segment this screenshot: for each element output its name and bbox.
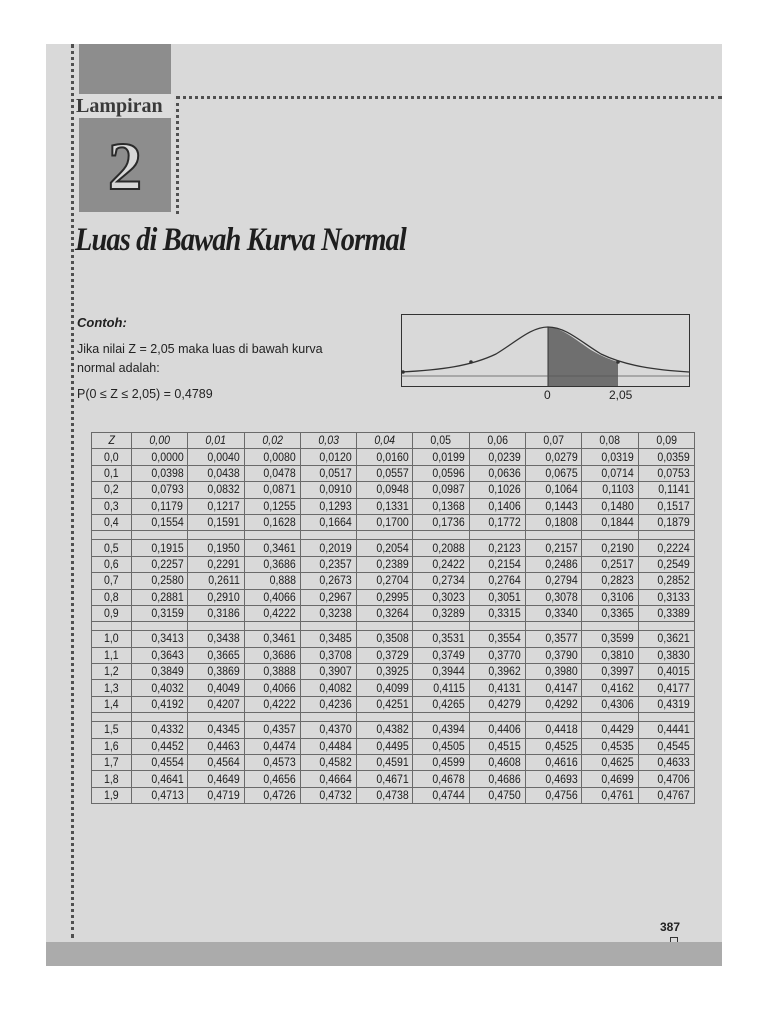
z-value-cell: 0,8 — [92, 589, 132, 605]
probability-cell: 0,4535 — [582, 738, 638, 754]
probability-cell: 0,4678 — [413, 771, 469, 787]
z-value-cell: 1,0 — [92, 631, 132, 647]
z-value-cell: 0,0 — [92, 449, 132, 465]
probability-cell: 0,0040 — [188, 449, 244, 465]
probability-cell: 0,2486 — [526, 556, 582, 572]
probability-cell: 0,1950 — [188, 540, 244, 556]
dotted-box-edge — [176, 96, 179, 214]
probability-cell: 0,2995 — [357, 589, 413, 605]
probability-cell: 0,4306 — [582, 696, 638, 712]
probability-cell: 0,3997 — [582, 664, 638, 680]
probability-cell: 0,4625 — [582, 755, 638, 771]
table-row — [92, 482, 695, 498]
z-value-cell: 1,3 — [92, 680, 132, 696]
curve-label-205: 2,05 — [609, 388, 633, 402]
column-header: 0,07 — [526, 433, 582, 449]
probability-cell: 0,3907 — [300, 664, 356, 680]
probability-cell: 0,1103 — [582, 482, 638, 498]
probability-cell: 0,0319 — [582, 449, 638, 465]
probability-cell: 0,0948 — [357, 482, 413, 498]
book-page — [46, 44, 722, 966]
probability-cell: 0,2054 — [357, 540, 413, 556]
probability-cell: 0,1331 — [357, 498, 413, 514]
probability-cell: 0,4719 — [188, 787, 244, 803]
probability-cell: 0,3830 — [638, 647, 694, 663]
probability-cell: 0,4756 — [526, 787, 582, 803]
probability-cell: 0,3888 — [244, 664, 300, 680]
probability-cell: 0,3686 — [244, 556, 300, 572]
probability-cell: 0,1406 — [469, 498, 525, 514]
normal-curve — [401, 327, 689, 372]
bottom-bar — [46, 942, 722, 966]
probability-cell: 0,1879 — [638, 514, 694, 530]
curve-point-right — [616, 360, 620, 364]
probability-cell: 0,3729 — [357, 647, 413, 663]
probability-cell: 0,1772 — [469, 514, 525, 530]
probability-cell: 0,4099 — [357, 680, 413, 696]
probability-cell: 0,1700 — [357, 514, 413, 530]
z-value-cell: 1,7 — [92, 755, 132, 771]
table-row — [92, 680, 695, 696]
z-value-cell: 0,5 — [92, 540, 132, 556]
table-row — [92, 647, 695, 663]
probability-cell: 0,4207 — [188, 696, 244, 712]
probability-cell: 0,2734 — [413, 573, 469, 589]
probability-cell: 0,2257 — [132, 556, 188, 572]
probability-cell: 0,4049 — [188, 680, 244, 696]
z-table — [91, 432, 695, 804]
table-row — [92, 589, 695, 605]
probability-cell: 0,4279 — [469, 696, 525, 712]
probability-cell: 0,4131 — [469, 680, 525, 696]
probability-cell: 0,3264 — [357, 605, 413, 621]
probability-cell: 0,3643 — [132, 647, 188, 663]
probability-cell: 0,4767 — [638, 787, 694, 803]
probability-cell: 0,1480 — [582, 498, 638, 514]
table-row — [92, 631, 695, 647]
probability-cell: 0,0120 — [300, 449, 356, 465]
column-header: 0,08 — [582, 433, 638, 449]
probability-cell: 0,3238 — [300, 605, 356, 621]
probability-cell: 0,4699 — [582, 771, 638, 787]
probability-cell: 0,3106 — [582, 589, 638, 605]
probability-cell: 0,3869 — [188, 664, 244, 680]
probability-cell: 0,4463 — [188, 738, 244, 754]
z-value-cell: 1,4 — [92, 696, 132, 712]
z-value-cell: 0,7 — [92, 573, 132, 589]
probability-cell: 0,2852 — [638, 573, 694, 589]
column-header: 0,01 — [188, 433, 244, 449]
probability-cell: 0,2019 — [300, 540, 356, 556]
probability-cell: 0,4750 — [469, 787, 525, 803]
probability-cell: 0,4236 — [300, 696, 356, 712]
probability-cell: 0,3531 — [413, 631, 469, 647]
probability-cell: 0,3621 — [638, 631, 694, 647]
probability-cell: 0,0160 — [357, 449, 413, 465]
probability-cell: 0,4474 — [244, 738, 300, 754]
probability-cell: 0,3023 — [413, 589, 469, 605]
probability-cell: 0,4573 — [244, 755, 300, 771]
z-value-cell: 0,9 — [92, 605, 132, 621]
probability-cell: 0,3925 — [357, 664, 413, 680]
probability-cell: 0,4177 — [638, 680, 694, 696]
probability-cell: 0,4693 — [526, 771, 582, 787]
probability-cell: 0,4406 — [469, 722, 525, 738]
table-row — [92, 722, 695, 738]
z-value-cell: 1,9 — [92, 787, 132, 803]
probability-cell: 0,4582 — [300, 755, 356, 771]
probability-cell: 0,1179 — [132, 498, 188, 514]
probability-cell: 0,4452 — [132, 738, 188, 754]
probability-cell: 0,0398 — [132, 465, 188, 481]
probability-cell: 0,3485 — [300, 631, 356, 647]
probability-cell: 0,4633 — [638, 755, 694, 771]
probability-cell: 0,2157 — [526, 540, 582, 556]
probability-cell: 0,1141 — [638, 482, 694, 498]
probability-cell: 0,1217 — [188, 498, 244, 514]
probability-cell: 0,2154 — [469, 556, 525, 572]
probability-cell: 0,3078 — [526, 589, 582, 605]
probability-cell: 0,4015 — [638, 664, 694, 680]
probability-cell: 0,2967 — [300, 589, 356, 605]
column-header: 0,02 — [244, 433, 300, 449]
probability-cell: 0,3749 — [413, 647, 469, 663]
probability-cell: 0,1293 — [300, 498, 356, 514]
probability-cell: 0,4761 — [582, 787, 638, 803]
probability-cell: 0,2224 — [638, 540, 694, 556]
probability-cell: 0,3810 — [582, 647, 638, 663]
probability-cell: 0,4525 — [526, 738, 582, 754]
probability-cell: 0,0910 — [300, 482, 356, 498]
probability-cell: 0,1255 — [244, 498, 300, 514]
probability-cell: 0,0517 — [300, 465, 356, 481]
z-value-cell: 1,6 — [92, 738, 132, 754]
table-row — [92, 738, 695, 754]
probability-cell: 0,0636 — [469, 465, 525, 481]
probability-cell: 0,3849 — [132, 664, 188, 680]
table-row — [92, 696, 695, 712]
probability-cell: 0,3944 — [413, 664, 469, 680]
probability-cell: 0,3461 — [244, 631, 300, 647]
z-value-cell: 0,3 — [92, 498, 132, 514]
probability-cell: 0,4222 — [244, 605, 300, 621]
probability-cell: 0,2549 — [638, 556, 694, 572]
probability-cell: 0,1517 — [638, 498, 694, 514]
probability-cell: 0,4265 — [413, 696, 469, 712]
example-label: Contoh: — [77, 315, 127, 330]
probability-cell: 0,3790 — [526, 647, 582, 663]
probability-cell: 0,2794 — [526, 573, 582, 589]
probability-cell: 0,0714 — [582, 465, 638, 481]
probability-cell: 0,3186 — [188, 605, 244, 621]
probability-cell: 0,1591 — [188, 514, 244, 530]
probability-cell: 0,4495 — [357, 738, 413, 754]
probability-cell: 0,2611 — [188, 573, 244, 589]
probability-cell: 0,1443 — [526, 498, 582, 514]
probability-cell: 0,1026 — [469, 482, 525, 498]
probability-cell: 0,4515 — [469, 738, 525, 754]
curve-end-left — [401, 370, 405, 374]
probability-cell: 0,3508 — [357, 631, 413, 647]
probability-cell: 0,4292 — [526, 696, 582, 712]
probability-cell: 0,2088 — [413, 540, 469, 556]
probability-cell: 0,1844 — [582, 514, 638, 530]
probability-cell: 0,4484 — [300, 738, 356, 754]
table-body — [92, 449, 695, 804]
table-row — [92, 540, 695, 556]
z-value-cell: 1,2 — [92, 664, 132, 680]
probability-cell: 0,0478 — [244, 465, 300, 481]
lampiran-label: Lampiran — [74, 94, 174, 118]
probability-cell: 0,3554 — [469, 631, 525, 647]
group-spacer — [92, 713, 695, 722]
dotted-margin-line — [71, 44, 74, 938]
probability-cell: 0,3438 — [188, 631, 244, 647]
z-value-cell: 1,5 — [92, 722, 132, 738]
probability-cell: 0,4357 — [244, 722, 300, 738]
column-header: Z — [92, 433, 132, 449]
probability-cell: 0,4671 — [357, 771, 413, 787]
probability-cell: 0,2580 — [132, 573, 188, 589]
probability-cell: 0,0080 — [244, 449, 300, 465]
probability-cell: 0,4564 — [188, 755, 244, 771]
table-row — [92, 449, 695, 465]
probability-cell: 0,1915 — [132, 540, 188, 556]
probability-cell: 0,1554 — [132, 514, 188, 530]
column-header: 0,09 — [638, 433, 694, 449]
probability-cell: 0,2190 — [582, 540, 638, 556]
page-number: 387 — [659, 920, 680, 934]
probability-cell: 0,2673 — [300, 573, 356, 589]
z-value-cell: 0,4 — [92, 514, 132, 530]
table-row — [92, 664, 695, 680]
z-value-cell: 1,8 — [92, 771, 132, 787]
table-row — [92, 556, 695, 572]
normal-curve-figure — [401, 314, 691, 388]
probability-cell: 0,0987 — [413, 482, 469, 498]
probability-cell: 0,3389 — [638, 605, 694, 621]
probability-cell: 0,4394 — [413, 722, 469, 738]
probability-cell: 0,3159 — [132, 605, 188, 621]
probability-cell: 0,3708 — [300, 647, 356, 663]
probability-cell: 0,4115 — [413, 680, 469, 696]
probability-cell: 0,0871 — [244, 482, 300, 498]
probability-cell: 0,4251 — [357, 696, 413, 712]
probability-cell: 0,2823 — [582, 573, 638, 589]
lampiran-number: 2 — [108, 128, 142, 204]
probability-cell: 0,4332 — [132, 722, 188, 738]
table-row — [92, 514, 695, 530]
probability-cell: 0,3413 — [132, 631, 188, 647]
probability-cell: 0,4744 — [413, 787, 469, 803]
probability-cell: 0,4382 — [357, 722, 413, 738]
probability-cell: 0,4641 — [132, 771, 188, 787]
probability-cell: 0,2422 — [413, 556, 469, 572]
probability-cell: 0,3133 — [638, 589, 694, 605]
table-row — [92, 498, 695, 514]
table-row — [92, 771, 695, 787]
probability-cell: 0,3340 — [526, 605, 582, 621]
probability-cell: 0,3461 — [244, 540, 300, 556]
probability-cell: 0,4429 — [582, 722, 638, 738]
probability-cell: 0,2704 — [357, 573, 413, 589]
probability-cell: 0,0000 — [132, 449, 188, 465]
probability-cell: 0,4192 — [132, 696, 188, 712]
probability-cell: 0,4713 — [132, 787, 188, 803]
probability-cell: 0,4066 — [244, 589, 300, 605]
probability-cell: 0,3577 — [526, 631, 582, 647]
probability-cell: 0,0675 — [526, 465, 582, 481]
probability-cell: 0,0793 — [132, 482, 188, 498]
probability-cell: 0,0596 — [413, 465, 469, 481]
probability-cell: 0,4738 — [357, 787, 413, 803]
probability-cell: 0,4554 — [132, 755, 188, 771]
example-probability: P(0 ≤ Z ≤ 2,05) = 0,4789 — [77, 387, 213, 401]
probability-cell: 0,1628 — [244, 514, 300, 530]
probability-cell: 0,2123 — [469, 540, 525, 556]
probability-cell: 0,1064 — [526, 482, 582, 498]
probability-cell: 0,3599 — [582, 631, 638, 647]
table-row — [92, 787, 695, 803]
example-text: Jika nilai Z = 2,05 maka luas di bawah kurva normal adalah: — [77, 342, 323, 375]
probability-cell: 0,4418 — [526, 722, 582, 738]
z-value-cell: 1,1 — [92, 647, 132, 663]
probability-cell: 0,4319 — [638, 696, 694, 712]
z-value-cell: 0,2 — [92, 482, 132, 498]
probability-cell: 0,4222 — [244, 696, 300, 712]
probability-cell: 0,4656 — [244, 771, 300, 787]
probability-cell: 0,888 — [244, 573, 300, 589]
probability-cell: 0,3980 — [526, 664, 582, 680]
probability-cell: 0,4441 — [638, 722, 694, 738]
probability-cell: 0,0239 — [469, 449, 525, 465]
column-header: 0,04 — [357, 433, 413, 449]
probability-cell: 0,4545 — [638, 738, 694, 754]
probability-cell: 0,3962 — [469, 664, 525, 680]
table-row — [92, 573, 695, 589]
probability-cell: 0,2764 — [469, 573, 525, 589]
probability-cell: 0,2881 — [132, 589, 188, 605]
probability-cell: 0,4726 — [244, 787, 300, 803]
dotted-header-line — [176, 96, 722, 99]
probability-cell: 0,2357 — [300, 556, 356, 572]
probability-cell: 0,0359 — [638, 449, 694, 465]
table-header-row — [92, 433, 695, 449]
z-value-cell: 0,6 — [92, 556, 132, 572]
probability-cell: 0,1664 — [300, 514, 356, 530]
probability-cell: 0,3289 — [413, 605, 469, 621]
probability-cell: 0,0832 — [188, 482, 244, 498]
probability-cell: 0,4664 — [300, 771, 356, 787]
probability-cell: 0,4649 — [188, 771, 244, 787]
probability-cell: 0,3051 — [469, 589, 525, 605]
probability-cell: 0,4505 — [413, 738, 469, 754]
probability-cell: 0,1368 — [413, 498, 469, 514]
page-title: Luas di Bawah Kurva Normal — [75, 222, 406, 258]
probability-cell: 0,4686 — [469, 771, 525, 787]
column-header: 0,06 — [469, 433, 525, 449]
probability-cell: 0,1736 — [413, 514, 469, 530]
curve-label-zero: 0 — [544, 388, 551, 402]
probability-cell: 0,2517 — [582, 556, 638, 572]
column-header: 0,05 — [413, 433, 469, 449]
probability-cell: 0,1808 — [526, 514, 582, 530]
probability-cell: 0,4162 — [582, 680, 638, 696]
probability-cell: 0,3770 — [469, 647, 525, 663]
probability-cell: 0,0438 — [188, 465, 244, 481]
probability-cell: 0,4066 — [244, 680, 300, 696]
probability-cell: 0,4345 — [188, 722, 244, 738]
probability-cell: 0,0279 — [526, 449, 582, 465]
probability-cell: 0,2910 — [188, 589, 244, 605]
curve-point-left — [469, 360, 473, 364]
group-spacer — [92, 622, 695, 631]
probability-cell: 0,4599 — [413, 755, 469, 771]
probability-cell: 0,0557 — [357, 465, 413, 481]
probability-cell: 0,4616 — [526, 755, 582, 771]
probability-cell: 0,0199 — [413, 449, 469, 465]
z-value-cell: 0,1 — [92, 465, 132, 481]
table-row — [92, 465, 695, 481]
probability-cell: 0,4370 — [300, 722, 356, 738]
probability-cell: 0,4082 — [300, 680, 356, 696]
probability-cell: 0,4591 — [357, 755, 413, 771]
probability-cell: 0,2389 — [357, 556, 413, 572]
probability-cell: 0,3665 — [188, 647, 244, 663]
table-row — [92, 755, 695, 771]
probability-cell: 0,3315 — [469, 605, 525, 621]
probability-cell: 0,4732 — [300, 787, 356, 803]
group-spacer — [92, 531, 695, 540]
probability-cell: 0,4147 — [526, 680, 582, 696]
table-row — [92, 605, 695, 621]
probability-cell: 0,0753 — [638, 465, 694, 481]
probability-cell: 0,3365 — [582, 605, 638, 621]
probability-cell: 0,2291 — [188, 556, 244, 572]
probability-cell: 0,4706 — [638, 771, 694, 787]
probability-cell: 0,3686 — [244, 647, 300, 663]
probability-cell: 0,4032 — [132, 680, 188, 696]
column-header: 0,00 — [132, 433, 188, 449]
column-header: 0,03 — [300, 433, 356, 449]
probability-cell: 0,4608 — [469, 755, 525, 771]
